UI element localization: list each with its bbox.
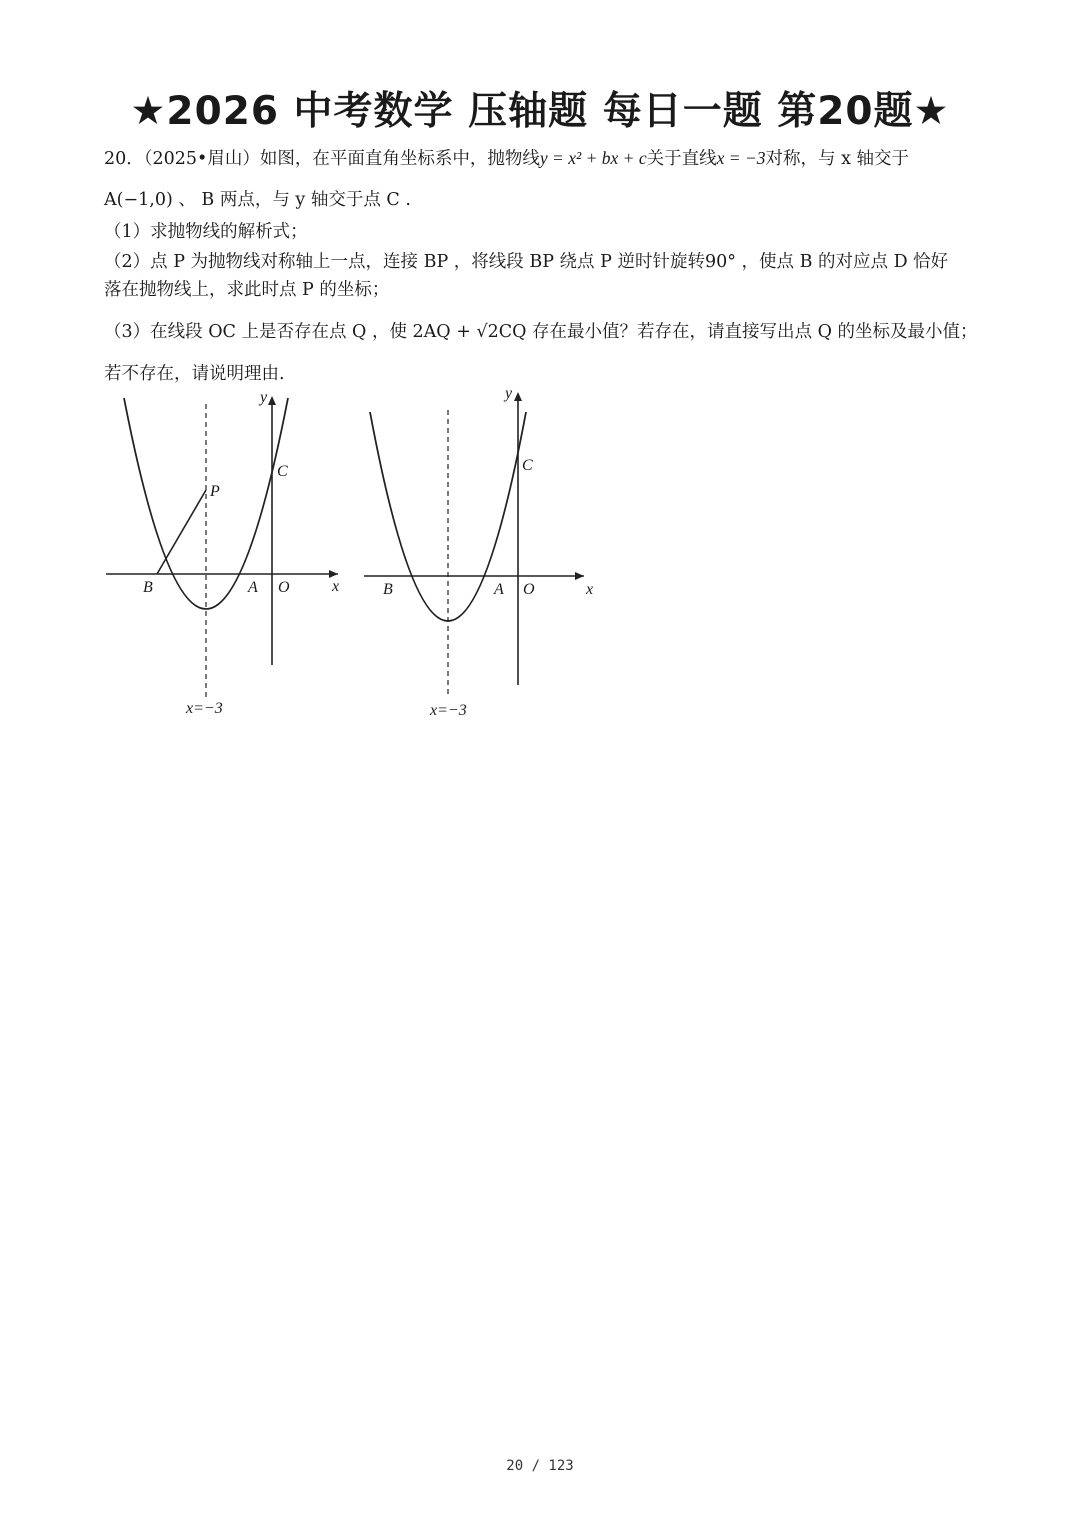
figure-2-y-arrow-icon bbox=[514, 392, 522, 401]
figures-container bbox=[100, 380, 610, 725]
figure-1-label-p: P bbox=[210, 483, 220, 500]
figure-2-x-arrow-icon bbox=[575, 572, 584, 580]
question-part-3-line-1: （3）在线段 OC 上是否存在点 Q ，使 2AQ + √2CQ 存在最小值？若存在，请直接写出点 Q 的坐标及最小值； bbox=[104, 322, 978, 342]
figure-1-segment-bp bbox=[157, 490, 206, 574]
problem-line-2: A(−1,0) 、 B 两点，与 y 轴交于点 C . bbox=[104, 190, 411, 210]
parabola-equation: y = x² + bx + c bbox=[539, 148, 647, 168]
figure-2-label-y: y bbox=[505, 385, 513, 402]
page-title: ★2026 中考数学 压轴题 每日一题 第20题★ bbox=[130, 89, 950, 134]
figure-2-label-b: B bbox=[383, 581, 393, 598]
figure-1-label-a: A bbox=[248, 579, 258, 596]
symmetry-axis-equation: x = −3 bbox=[716, 148, 766, 168]
figure-2-label-o: O bbox=[523, 581, 535, 598]
problem-line1-end: 对称，与 x 轴交于 bbox=[765, 149, 910, 169]
figure-1-axis-caption: x=−3 bbox=[186, 700, 223, 717]
figure-2-label-x: x bbox=[586, 581, 594, 598]
figure-1-label-b: B bbox=[143, 579, 153, 596]
figure-2-label-a: A bbox=[494, 581, 504, 598]
question-part-1: （1）求抛物线的解析式； bbox=[104, 222, 308, 242]
problem-intro: 20．（2025•眉山）如图，在平面直角坐标系中，抛物线 bbox=[104, 149, 540, 169]
figure-2-label-c: C bbox=[522, 457, 533, 474]
problem-line-1 bbox=[104, 145, 909, 170]
question-part-3-line-2: 若不存在，请说明理由. bbox=[104, 364, 285, 384]
question-part-2-line-2: 落在抛物线上，求此时点 P 的坐标； bbox=[104, 280, 390, 300]
figure-1-x-arrow-icon bbox=[329, 570, 338, 578]
page-number: 20 / 123 bbox=[506, 1458, 574, 1474]
figure-2-axis-caption: x=−3 bbox=[430, 702, 467, 719]
figures-svg bbox=[100, 380, 610, 725]
figure-1-label-o: O bbox=[278, 579, 290, 596]
problem-mid: 关于直线 bbox=[646, 149, 717, 169]
question-part-2-line-1: （2）点 P 为抛物线对称轴上一点，连接 BP ，将线段 BP 绕点 P 逆时针旋转90° ，使点 B 的对应点 D 恰好 bbox=[104, 252, 949, 272]
figure-1-label-x: x bbox=[332, 578, 340, 595]
figure-1 bbox=[106, 389, 339, 717]
figure-1-label-y: y bbox=[260, 389, 268, 406]
figure-1-label-c: C bbox=[277, 463, 288, 480]
figure-2 bbox=[364, 385, 593, 719]
figure-1-y-arrow-icon bbox=[268, 396, 276, 405]
